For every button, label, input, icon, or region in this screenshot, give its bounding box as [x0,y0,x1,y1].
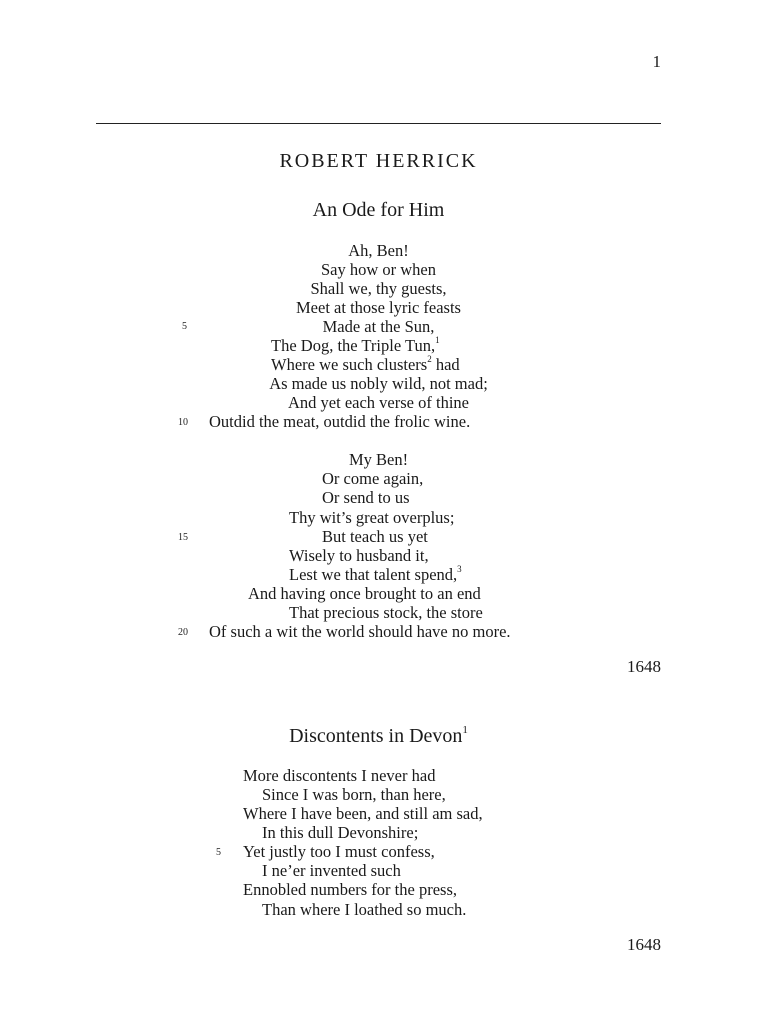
footnote-marker: 2 [427,354,432,364]
poem-1-line: As made us nobly wild, not mad; [269,374,488,393]
poem-1-line: Outdid the meat, outdid the frolic wine. [209,412,471,431]
poem-2-line: Than where I loathed so much. [262,900,467,919]
poem-2-line: Since I was born, than here, [262,785,446,804]
poem-1-date: 1648 [627,657,661,676]
poem-1-line: Wisely to husband it, [289,546,429,565]
author-name: ROBERT HERRICK [279,150,478,172]
poem-1-line: My Ben! [348,450,409,469]
poem-1-line: Ah, Ben! [348,241,409,260]
header-rule [96,123,661,124]
line-number: 5 [216,847,221,858]
footnote-marker: 1 [462,724,468,736]
poem-1-line: But teach us yet [322,527,428,546]
poem-1-title [96,197,661,223]
poem-1-line: And having once brought to an end [248,584,481,603]
poem-2-line: I ne’er invented such [262,861,401,880]
poem-1-line: Made at the Sun, [322,317,435,336]
poem-2-line: Yet justly too I must confess, [243,842,435,861]
poem-1-title-text: An Ode for Him [312,199,445,221]
poem-1-line: Meet at those lyric feasts [296,298,461,317]
poem-1-line: Say how or when [320,260,437,279]
poem-2-line: Ennobled numbers for the press, [243,880,457,899]
footnote-marker: 1 [435,335,440,345]
poem-1-line: The Dog, the Triple Tun,$^1$ [271,335,440,355]
poem-1-line: Or come again, [322,469,424,488]
poem-2-title [96,723,661,749]
poem-2-line: In this dull Devonshire; [262,823,419,842]
poem-1-line: Where we such clusters$^2$ had [271,354,460,374]
poem-2-date: 1648 [627,935,661,954]
poem-1-line: That precious stock, the store [289,603,483,622]
line-number: 20 [178,627,188,638]
footnote-marker: 3 [457,564,462,574]
poem-1-line: Thy wit’s great overplus; [289,508,455,527]
poem-1-line: And yet each verse of thine [288,393,469,412]
poem-1-line: Lest we that talent spend,$^3$ [289,564,462,584]
line-number: 10 [178,417,188,428]
poem-2-title-text: Discontents in Devon [289,725,463,747]
page-number: 1 [652,52,661,71]
poem-2-line: More discontents I never had [243,766,436,785]
line-number: 5 [182,321,187,332]
poem-1-line: Shall we, thy guests, [310,279,447,298]
poem-2-line: Where I have been, and still am sad, [243,804,483,823]
poem-1-line: Or send to us [322,488,410,507]
line-number: 15 [178,532,188,543]
poem-1-line: Of such a wit the world should have no more. [209,622,511,641]
